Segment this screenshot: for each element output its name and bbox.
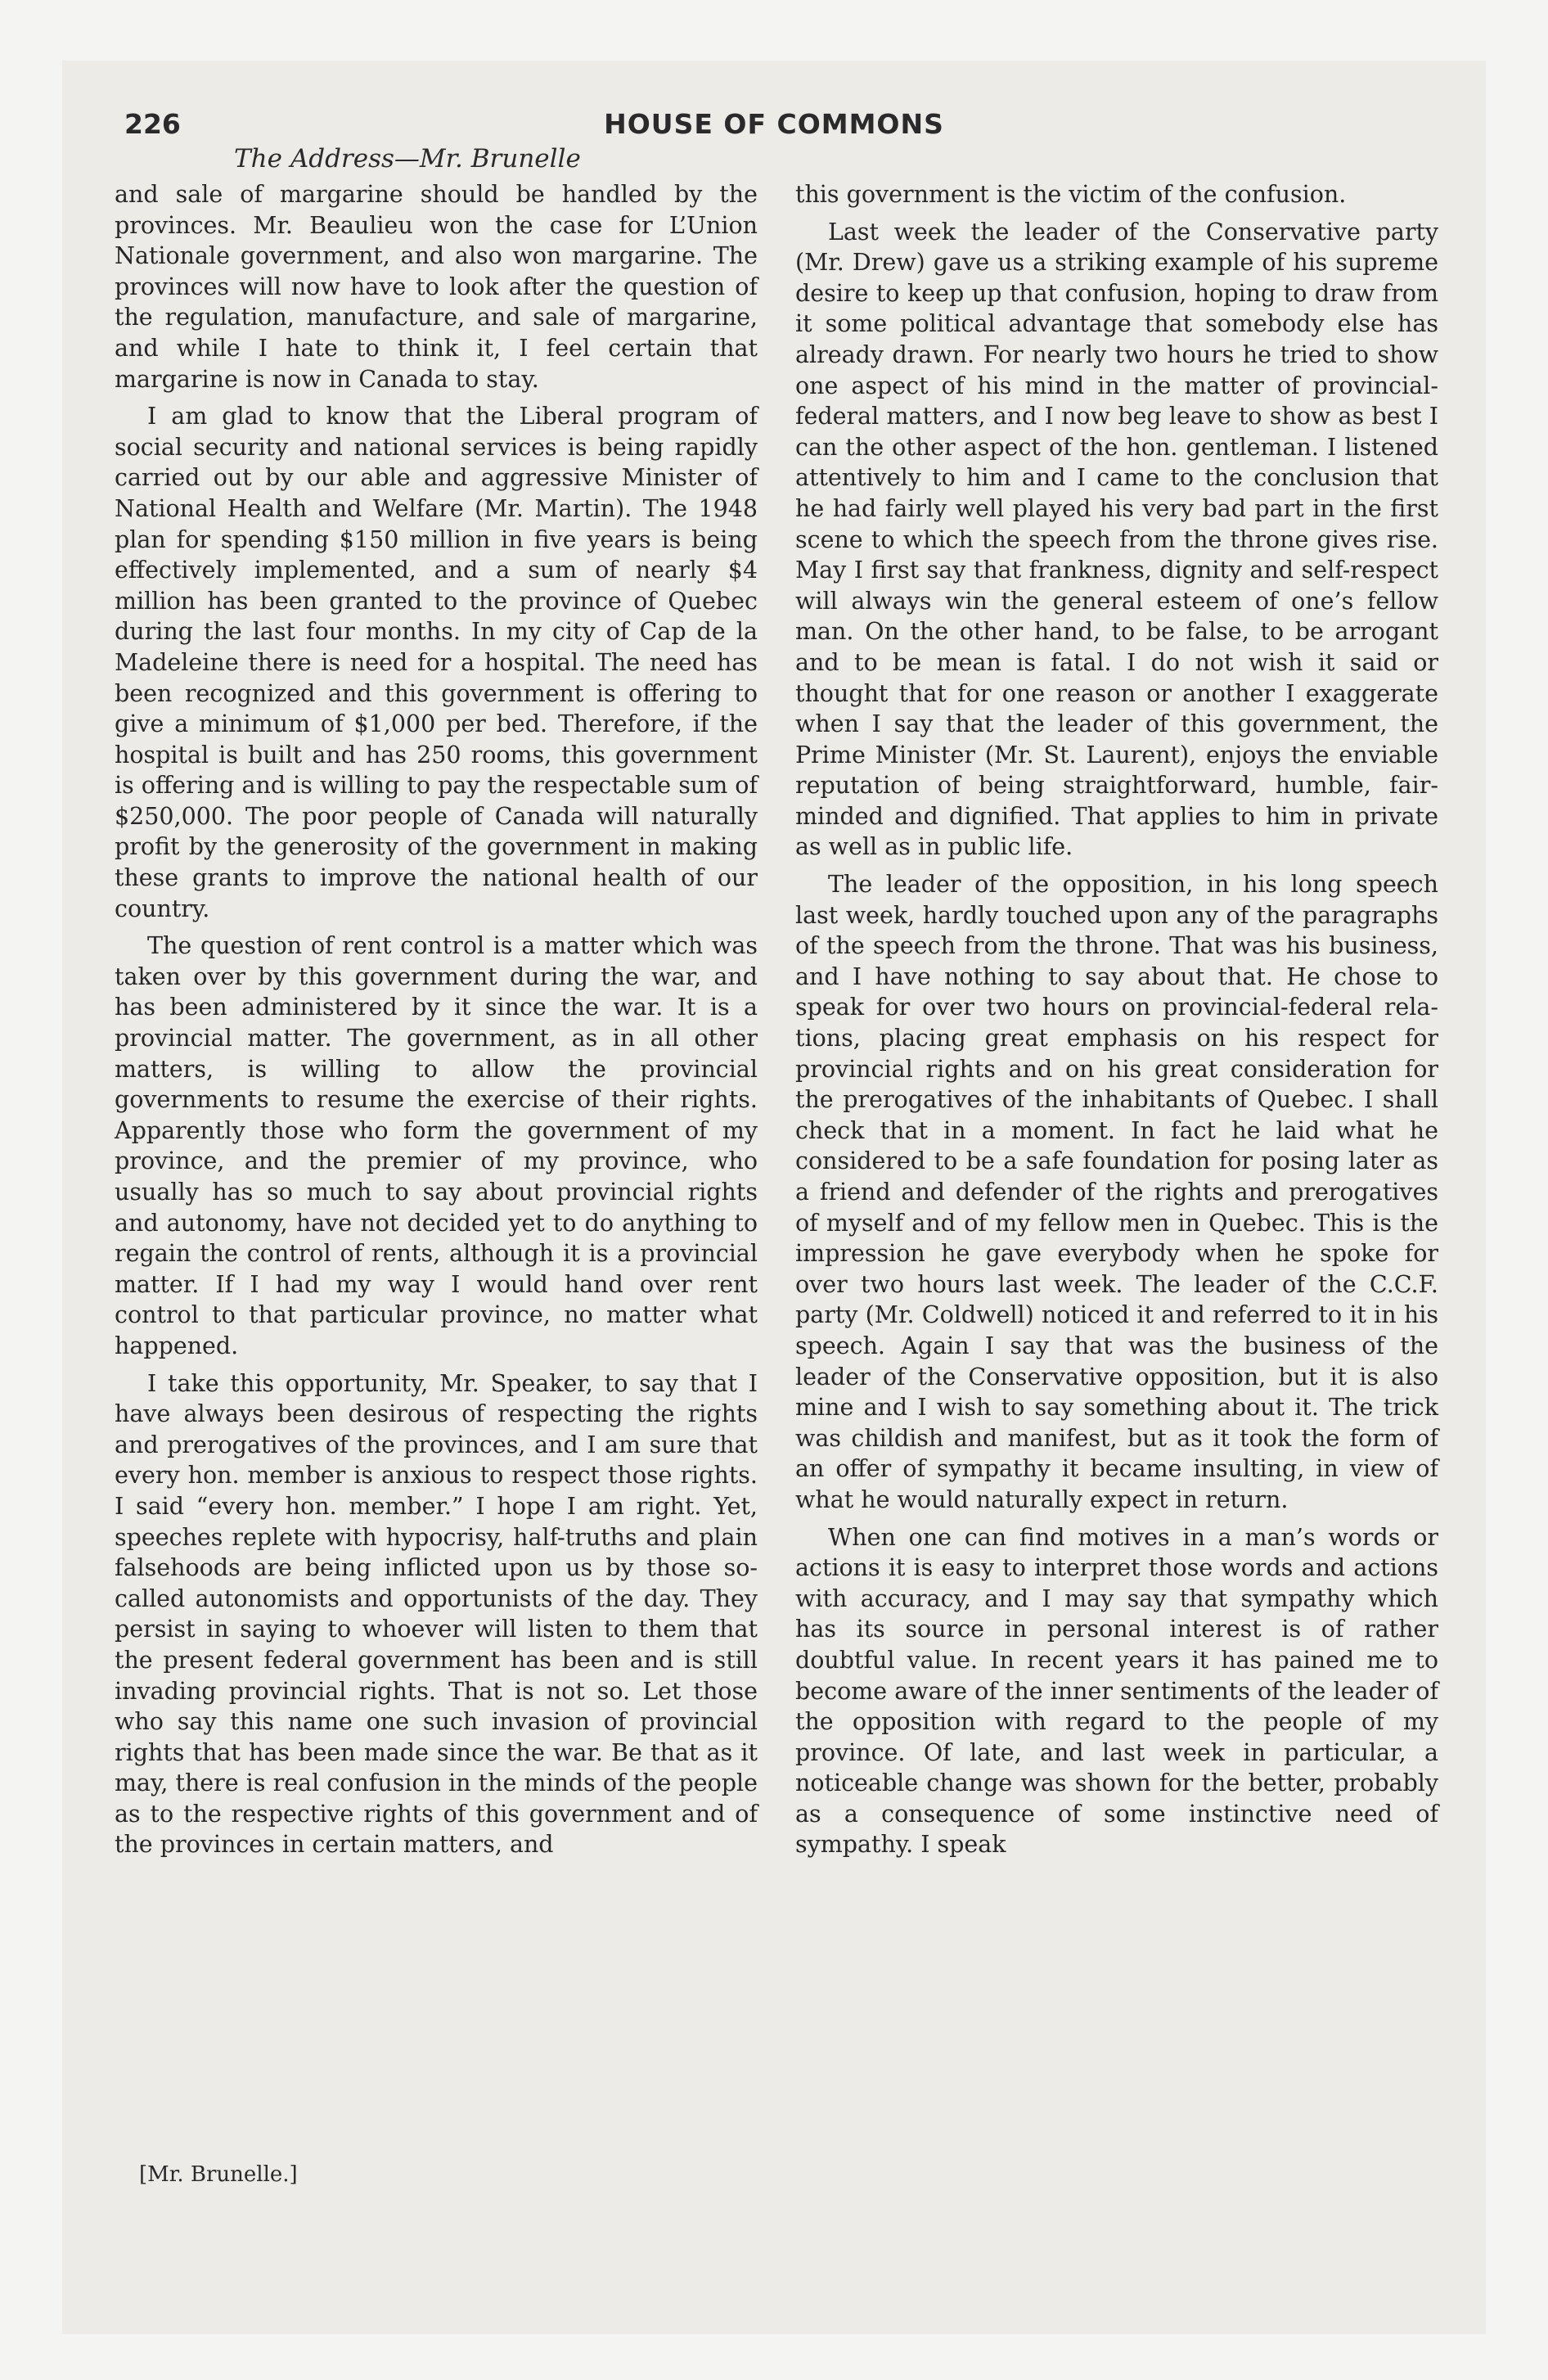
right-column: [795, 179, 1438, 1860]
paragraph: and sale of margarine should be handled by the provinces. Mr. Beaulieu won the case for L’Union Nationale government, and also won margarine. The provinces will now have to look after the question of the regulation, manufacture, and sale of margarine, and while I hate to think it, I feel certain that margarine is now in Canada to stay.: [115, 181, 758, 393]
paragraph: When one can find motives in a man’s words or actions it is easy to interpret those words and actions with accuracy, and I may say that sympathy which has its source in personal interest is of rather doubtful value. In recent years it has pained me to become aware of the inner sentiments of the leader of the opposition with regard to the people of my province. Of late, and last week in particular, a noticeable change was shown for the better, probably as a consequence of some instinctive need of sympathy. I speak: [795, 1523, 1438, 1859]
running-head-title: HOUSE OF COMMONS: [604, 108, 944, 140]
page-number: 226: [124, 108, 181, 140]
left-column: [115, 179, 758, 1860]
paragraph: this government is the victim of the confusion.: [795, 181, 1347, 208]
paragraph: Last week the leader of the Conservative party (Mr. Drew) gave us a striking example of his supreme desire to keep up that confusion, hoping to draw from it some political advantage that somebody else has already drawn. For nearly two hours he tried to show one aspect of his mind in the matter of provincial-federal matters, and I now beg leave to show as best I can the other aspect of the hon. gentleman. I listened attentively to him and I came to the conclusion that he had fairly well played his very bad part in the first scene to which the speech from the throne gives rise. May I first say that frankness, dignity and self-respect will always win the general esteem of one’s fellow man. On the other hand, to be false, to be arrogant and to be mean is fatal. I do not wish it said or thought that for one reason or another I exaggerate when I say that the leader of this government, the Prime Minister (Mr. St. Laurent), enjoys the enviable reputation of being straightforward, humble, fair-minded and dignified. That applies to him in private as well as in public life.: [795, 218, 1438, 861]
paragraph: I take this opportunity, Mr. Speaker, to say that I have always been desirous of respecting the rights and prerogatives of the provinces, and I am sure that every hon. member is anxious to respect those rights. I said “every hon. member.” I hope I am right. Yet, speeches replete with hypocrisy, half-truths and plain falsehoods are being inflicted upon us by those so-called autonomists and opportunists of the day. They persist in saying to whoever will listen to them that the present federal government has been and is still invading provincial rights. That is not so. Let those who say this name one such invasion of provincial rights that has been made since the war. Be that as it may, there is real confusion in the minds of the people as to the respective rights of this government and of the provinces in certain matters, and: [115, 1369, 758, 1859]
speaker-footnote: [Mr. Brunelle.]: [139, 2162, 298, 2187]
paragraph: The leader of the opposition, in his long speech last week, hardly touched upon any of the paragraphs of the speech from the throne. That was his business, and I have nothing to say about that. He chose to speak for over two hours on provincial-federal relations, placing great emphasis on his respect for provincial rights and on his great consideration for the prerogatives of the inhabitants of Quebec. I shall check that in a moment. In fact he laid what he considered to be a safe foundation for posing later as a friend and defender of the rights and prerogatives of myself and of my fellow men in Quebec. This is the impression he gave everybody when he spoke for over two hours last week. The leader of the C.C.F. party (Mr. Coldwell) noticed it and referred to it in his speech. Again I say that was the business of the leader of the Conservative opposition, but it is also mine and I wish to say something about it. The trick was childish and manifest, but as it took the form of an offer of sympathy it became insulting, in view of what he would naturally expect in return.: [795, 871, 1438, 1513]
running-head-subtitle: The Address—Mr. Brunelle: [234, 144, 581, 174]
paragraph: The question of rent control is a matter which was taken over by this government during the war, and has been administered by it since the war. It is a provincial matter. The government, as in all other matters, is willing to allow the provincial governments to resume the exercise of their rights. Apparently those who form the government of my province, and the premier of my province, who usually has so much to say about provincial rights and autonomy, have not decided yet to do anything to regain the control of rents, although it is a provincial matter. If I had my way I would hand over rent control to that particular province, no matter what happened.: [115, 932, 758, 1359]
paragraph: I am glad to know that the Liberal program of social security and national services is being rapidly carried out by our able and aggressive Minister of National Health and Welfare (Mr. Martin). The 1948 plan for spending $150 million in five years is being effectively implemented, and a sum of nearly $4 million has been granted to the province of Quebec during the last four months. In my city of Cap de la Madeleine there is need for a hospital. The need has been recognized and this government is offering to give a minimum of $1,000 per bed. Therefore, if the hospital is built and has 250 rooms, this government is offering and is willing to pay the respectable sum of $250,000. The poor people of Canada will naturally profit by the generosity of the government in making these grants to improve the national health of our country.: [115, 403, 758, 922]
